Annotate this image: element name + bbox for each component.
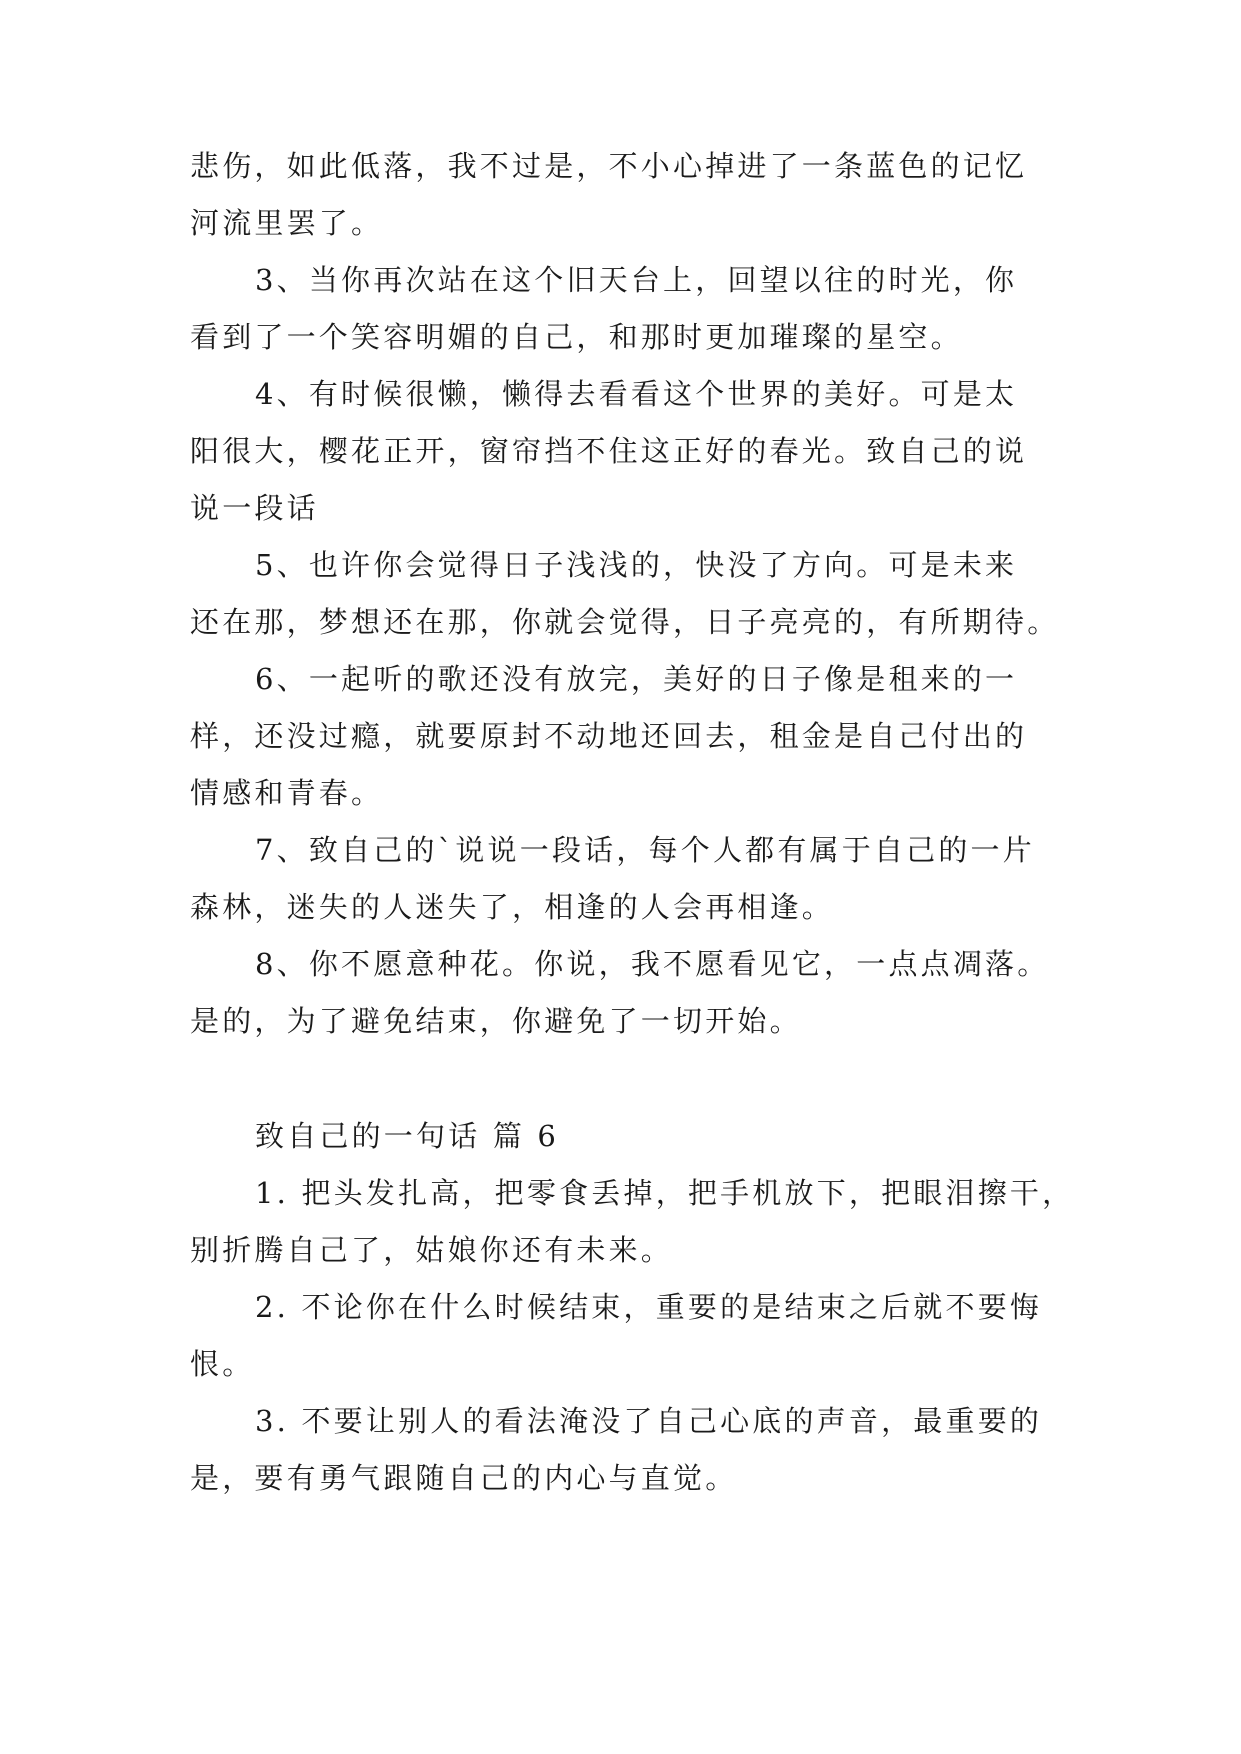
item-2-line-2: 恨。 <box>190 1347 255 1381</box>
item-8-line-2: 是的，为了避免结束，你避免了一切开始。 <box>190 1004 802 1038</box>
paragraph-2-line-3: 河流里罢了。 <box>190 206 384 240</box>
item-3-line-1: 3、当你再次站在这个旧天台上，回望以往的时光，你 <box>255 263 1018 297</box>
item-4-line-3: 说一段话 <box>190 491 319 525</box>
section-heading: 致自己的一句话 篇 6 <box>255 1119 560 1153</box>
item-4-line-2: 阳很大，樱花正开，窗帘挡不住这正好的春光。致自己的说 <box>190 434 1028 468</box>
item-1-line-1: 1. 把头发扎高，把零食丢掉，把手机放下，把眼泪擦干， <box>255 1176 1075 1210</box>
paragraph-2-line-2: 悲伤，如此低落，我不过是，不小心掉进了一条蓝色的记忆 <box>190 149 1028 183</box>
item-6-line-2: 样，还没过瘾，就要原封不动地还回去，租金是自己付出的 <box>190 719 1028 753</box>
item-7-line-1: 7、致自己的`说说一段话，每个人都有属于自己的一片 <box>255 833 1035 867</box>
item-2-line-1: 2. 不论你在什么时候结束，重要的是结束之后就不要悔 <box>255 1290 1043 1324</box>
item-3b-line-2: 是，要有勇气跟随自己的内心与直觉。 <box>190 1461 738 1495</box>
item-1-line-2: 别折腾自己了，姑娘你还有未来。 <box>190 1233 674 1267</box>
item-4-line-1: 4、有时候很懒，懒得去看看这个世界的美好。可是太 <box>255 377 1018 411</box>
item-7-line-2: 森林，迷失的人迷失了，相逢的人会再相逢。 <box>190 890 835 924</box>
item-6-line-3: 情感和青春。 <box>190 776 384 810</box>
item-5-line-1: 5、也许你会觉得日子浅浅的，快没了方向。可是未来 <box>255 548 1018 582</box>
item-3-line-2: 看到了一个笑容明媚的自己，和那时更加璀璨的星空。 <box>190 320 963 354</box>
item-8-line-1: 8、你不愿意种花。你说，我不愿看见它，一点点凋落。 <box>255 947 1050 981</box>
item-3b-line-1: 3. 不要让别人的看法淹没了自己心底的声音，最重要的 <box>255 1404 1043 1438</box>
item-6-line-1: 6、一起听的歌还没有放完，美好的日子像是租来的一 <box>255 662 1018 696</box>
item-5-line-2: 还在那，梦想还在那，你就会觉得，日子亮亮的，有所期待。 <box>190 605 1060 639</box>
